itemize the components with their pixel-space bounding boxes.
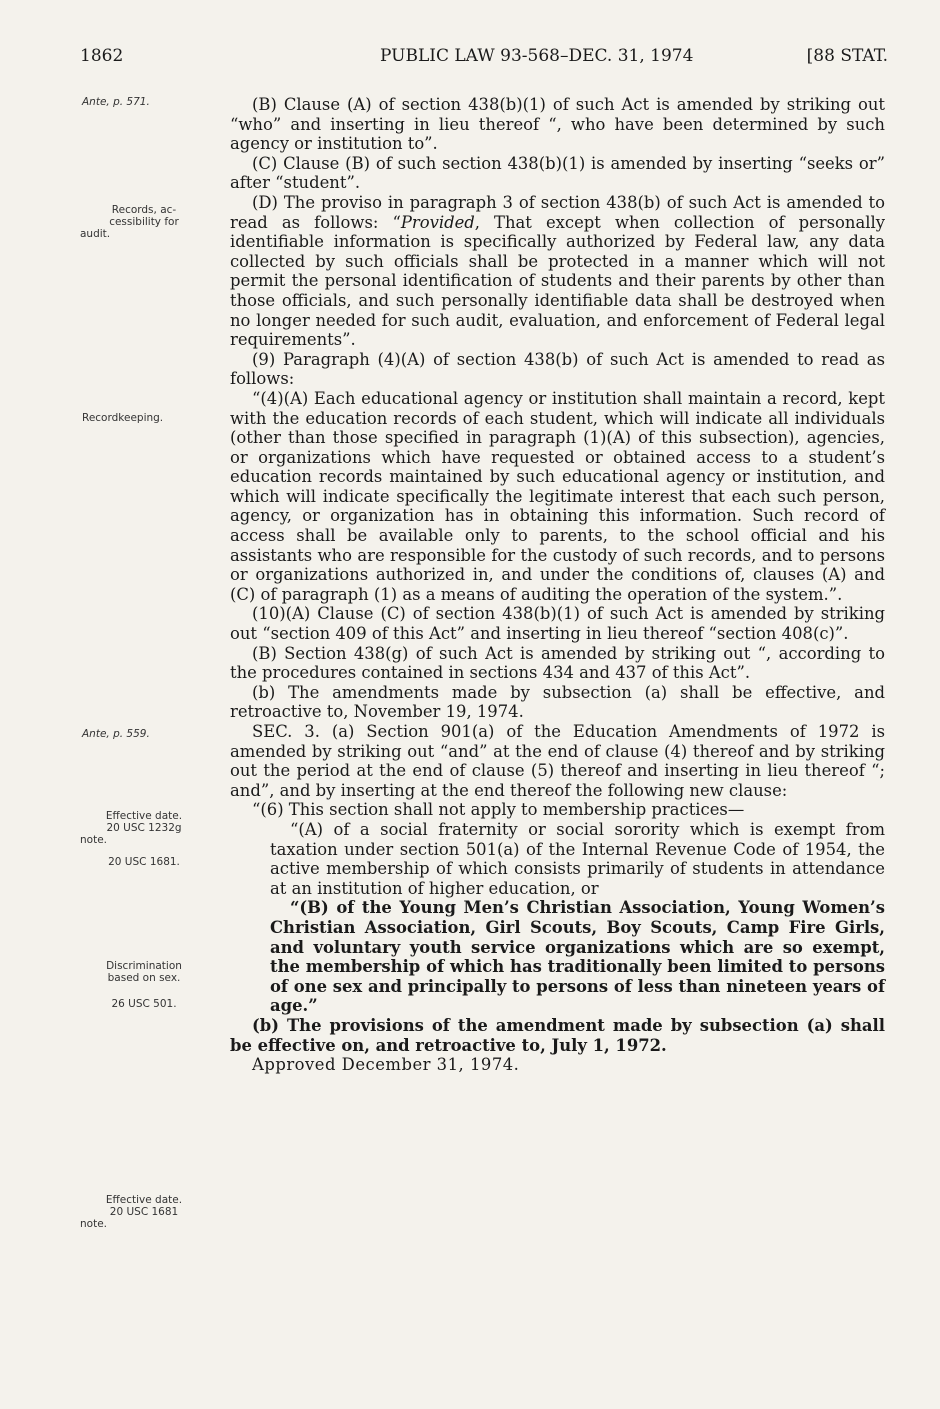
paragraph: “(B) of the Young Men’s Christian Association, Young Women’s Christian Association, Girl Scouts, Boy Scouts, Camp Fire Girls, and voluntary youth service organizations which are so exempt, the membership of which has traditionally been limited to persons of one sex and principally to persons of less than nineteen years of age.” bbox=[270, 898, 885, 1016]
paragraph: (B) Section 438(g) of such Act is amended by striking out “, according to the procedures contained in sections 434 and 437 of this Act”. bbox=[230, 643, 885, 683]
statute-reference: [88 STAT. bbox=[806, 46, 888, 66]
paragraph: (b) The amendments made by subsection (a) shall be effective, and retroactive to, November 19, 1974. bbox=[230, 682, 885, 722]
provided-italic: Provided bbox=[400, 212, 475, 232]
paragraph: (10)(A) Clause (C) of section 438(b)(1) of such Act is amended by striking out “section 409 of this Act” and inserting in lieu thereof “section 408(c)”. bbox=[230, 604, 885, 644]
paragraph: (C) Clause (B) of such section 438(b)(1) is amended by inserting “seeks or” after “student”. bbox=[230, 153, 885, 193]
page-header bbox=[80, 46, 888, 76]
body-text bbox=[230, 95, 885, 1075]
margin-note-ante-571: Ante, p. 571. bbox=[82, 96, 150, 108]
margin-note-usc-1681: 20 USC 1681. bbox=[108, 856, 180, 868]
approved-date: Approved December 31, 1974. bbox=[252, 1055, 520, 1075]
paragraph: SEC. 3. (a) Section 901(a) of the Education Amendments of 1972 is amended by striking out “and” at the end of clause (4) thereof and by striking out the period at the end of clause (5) thereof and inserting in lieu thereof “; and”, and by inserting at the end thereof the following new clause: bbox=[230, 722, 886, 800]
paragraph: (9) Paragraph (4)(A) of section 438(b) of such Act is amended to read as follows: bbox=[230, 349, 885, 389]
paragraph: (b) The provisions of the amendment made by subsection (a) shall be effective on, and retroactive to, July 1, 1972. bbox=[230, 1015, 885, 1055]
margin-note-usc-501: 26 USC 501. bbox=[111, 998, 177, 1010]
section-label: SEC. 3. bbox=[252, 722, 320, 741]
page-number: 1862 bbox=[80, 46, 124, 66]
margin-note-ante-559: Ante, p. 559. bbox=[82, 728, 150, 740]
margin-note-effective-date-1: Effective date. 20 USC 1232g note. bbox=[80, 810, 183, 846]
margin-note-discrimination: Discrimination based on sex. bbox=[106, 960, 182, 984]
paragraph: “(6) This section shall not apply to membership practices— bbox=[252, 800, 745, 820]
margin-note-recordkeeping: Recordkeeping. bbox=[82, 412, 164, 424]
paragraph: (D) The proviso in paragraph 3 of section 438(b) of such Act is amended to read as follows: “Provided, That except when collection of personally identifiable information is specifically authorized by Federal law, any data collected by such officials shall be protected in a manner which will not permit the personal identification of students and their parents by other than those officials, and such personally identifiable data shall be destroyed when no longer needed for such audit, evaluation, and enforcement of Federal legal requirements”. bbox=[230, 192, 885, 350]
margin-note-records: Records, ac- cessibility for audit. bbox=[80, 204, 179, 240]
paragraph: “(A) of a social fraternity or social sorority which is exempt from taxation under section 501(a) of the Internal Revenue Code of 1954, the active membership of which consists primarily of students in attendance at an institution of higher education, or bbox=[270, 819, 885, 898]
paragraph: (B) Clause (A) of section 438(b)(1) of such Act is amended by striking out “who” and inserting in lieu thereof “, who have been determined by such agency or institution to”. bbox=[230, 95, 885, 154]
page-title: PUBLIC LAW 93-568–DEC. 31, 1974 bbox=[380, 46, 694, 66]
margin-note-effective-date-2: Effective date. 20 USC 1681 note. bbox=[80, 1194, 183, 1230]
paragraph: “(4)(A) Each educational agency or institution shall maintain a record, kept with the education records of each student, which will indicate all individuals (other than those specified in paragraph (1)(A) of this subsection), agencies, or organizations which have requested or obtained access to a student’s education records maintained by such educational agency or institution, and which will indicate specifically the legitimate interest that each such person, agency, or organization has in obtaining this information. Such record of access shall be available only to parents, to the school official and his assistants who are responsible for the custody of such records, and to persons or organizations authorized in, and under the conditions of, clauses (A) and (C) of paragraph (1) as a means of auditing the operation of the system.”. bbox=[230, 388, 885, 604]
